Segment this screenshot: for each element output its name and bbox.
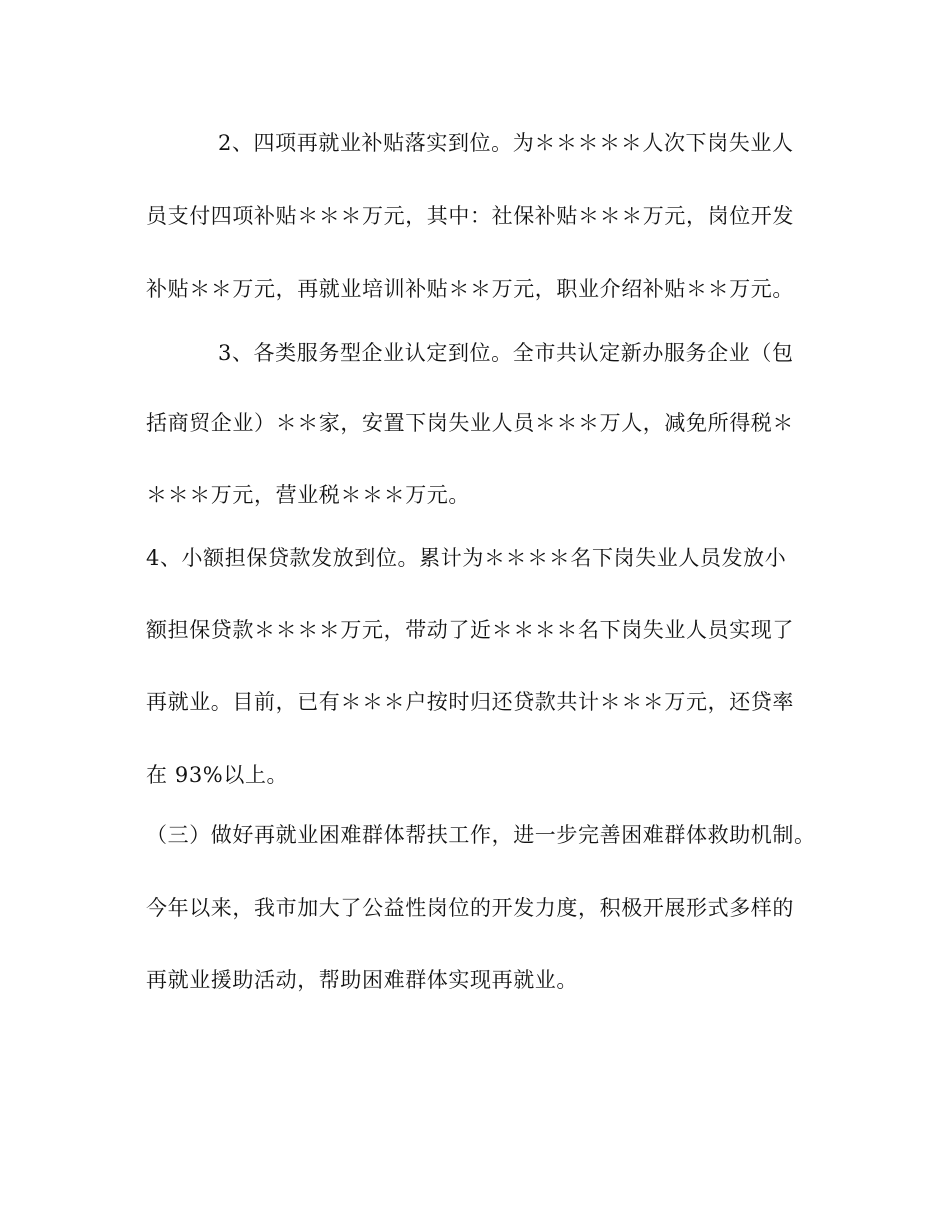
paragraph-line: 额担保贷款＊＊＊＊万元，带动了近＊＊＊＊名下岗失业人员实现了 — [146, 618, 794, 642]
paragraph-line: 括商贸企业）＊＊家，安置下岗失业人员＊＊＊万人，减免所得税＊ — [146, 411, 794, 435]
paragraph-line: 补贴＊＊万元，再就业培训补贴＊＊万元，职业介绍补贴＊＊万元。 — [146, 277, 794, 301]
paragraph-line: ＊＊＊万元，营业税＊＊＊万元。 — [146, 483, 470, 507]
paragraph-line: 再就业。目前，已有＊＊＊户按时归还贷款共计＊＊＊万元，还贷率 — [146, 690, 794, 714]
paragraph-line: 在 93%以上。 — [146, 763, 289, 787]
paragraph-line: 3、各类服务型企业认定到位。全市共认定新办服务企业（包 — [218, 341, 794, 365]
paragraph-line: 2、四项再就业补贴落实到位。为＊＊＊＊＊人次下岗失业人 — [218, 131, 794, 155]
paragraph-line: 再就业援助活动，帮助困难群体实现再就业。 — [146, 968, 578, 992]
paragraph-line: 员支付四项补贴＊＊＊万元，其中：社保补贴＊＊＊万元，岗位开发 — [146, 204, 794, 228]
paragraph-line: 4、小额担保贷款发放到位。累计为＊＊＊＊名下岗失业人员发放小 — [146, 546, 787, 570]
section-heading: （三）做好再就业困难群体帮扶工作，进一步完善困难群体救助机制。 — [146, 823, 816, 847]
paragraph-line: 今年以来，我市加大了公益性岗位的开发力度，积极开展形式多样的 — [146, 896, 794, 920]
